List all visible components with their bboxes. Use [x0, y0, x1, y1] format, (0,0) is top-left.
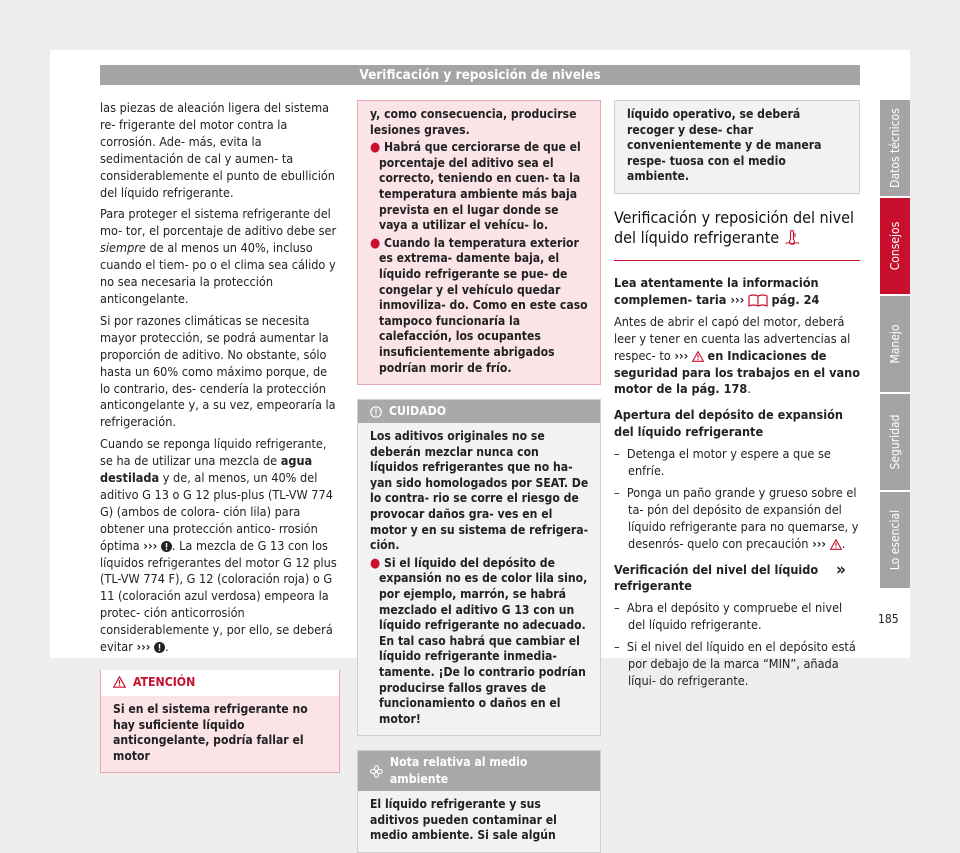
warning-triangle-icon: [830, 539, 842, 550]
tab-datos-tecnicos[interactable]: Datos técnicos: [880, 100, 910, 196]
caution-circle-icon: [370, 406, 382, 418]
column-2: [357, 100, 601, 853]
page-header: Verificación y reposición de niveles: [100, 65, 860, 85]
reference-arrow[interactable]: ›››: [136, 639, 151, 655]
paragraph: Si por razones climáticas se necesita mayor protección, se podrá aumentar la proporción de aditivo. No obstante, sólo hasta un 60% como máximo porque, de lo contrario, des- cendería la protección anticongelante y, a su vez, empeoraría la refrigeración.: [100, 312, 336, 430]
environment-note-text: El líquido refrigerante y sus aditivos pueden contaminar el medio ambiente. Si sale algún: [370, 797, 557, 843]
environment-note-box: [357, 750, 601, 853]
environment-note-continued: líquido operativo, se deberá recoger y dese- char convenientemente y de manera respe- tuosa con el medio ambiente.: [614, 100, 860, 194]
warning-box: [100, 670, 340, 773]
caution-bullet: ● Si el líquido del depósito de expansión no es de color lila sino, por ejemplo, marrón, se habrá mezclado el aditivo G 13 con un líquido refrigerante no adecuado. En tal caso habrá que cambiar el líquido refrigerante inmedia- tamente. ¡De lo contrario podrían producirse fallos graves de funcionamiento o daños en el motor!: [370, 555, 588, 726]
warning-box-continued: [357, 100, 601, 385]
step-item: – Detenga el motor y espere a que se enfríe.: [614, 446, 831, 479]
warning-bullet: ● Cuando la temperatura exterior es extrema- damente baja, el líquido refrigerante se pue- de congelar y el vehículo quedar inmoviliza- do. Como en este caso tampoco funcionaría la calefacción, los ocupantes insuficientemente abrigados podrían morir de frío.: [370, 235, 588, 375]
column-1: [100, 100, 340, 773]
paragraph: Para proteger el sistema refrigerante del mo- tor, el porcentaje de aditivo debe ser siempre de al menos un 40%, incluso cuando el tiem- po o el clima sea cálido y no sea necesaria la protección anticongelante.: [100, 206, 337, 306]
tab-manejo[interactable]: Manejo: [880, 296, 910, 392]
warning-continued-text: y, como consecuencia, producirse lesiones graves.: [370, 107, 577, 137]
reference-arrow[interactable]: ›››: [730, 291, 745, 307]
reference-arrow[interactable]: ›››: [143, 537, 158, 553]
flower-icon: [370, 765, 383, 778]
info-circle-icon: [154, 642, 165, 653]
reference-arrow[interactable]: ›››: [812, 535, 827, 551]
paragraph: las piezas de aleación ligera del sistema re- frigerante del motor contra la corrosión. Ade- más, evita la sedimentación de cal y aumen- ta considerablemente el punto de ebullición del líquido refrigerante.: [100, 100, 335, 200]
warning-triangle-icon: [113, 676, 126, 688]
reference-arrow[interactable]: ›››: [674, 347, 689, 363]
warning-triangle-icon: [692, 351, 704, 362]
section-title: Verificación y reposición del nivel del líquido refrigerante: [614, 208, 860, 261]
tab-lo-esencial[interactable]: Lo esencial: [880, 492, 910, 588]
caution-text: Los aditivos originales no se deberán mezclar nunca con líquidos refrigerantes que no ha- yan sido homologados por SEAT. De lo contra- rio se corre el riesgo de provocar daños gra- ves en el motor y en su sistema de refrigera- ción.: [370, 429, 589, 553]
warning-text: Si en el sistema refrigerante no hay suficiente líquido anticongelante, podría fallar el motor: [113, 701, 308, 763]
intro-paragraph: Lea atentamente la información complemen- taria ››› pág. 24: [614, 274, 820, 307]
continue-marker: »: [836, 560, 846, 580]
safety-reference-link[interactable]: en Indicaciones de seguridad para los trabajos en el vano motor de la pág. 178: [614, 347, 861, 397]
tab-seguridad[interactable]: Seguridad: [880, 394, 910, 490]
coolant-temperature-icon: [784, 230, 800, 246]
caution-box: [357, 399, 601, 736]
warning-bullet: ● Habrá que cerciorarse de que el porcentaje del aditivo sea el correcto, teniendo en cuen- ta la temperatura ambiente más baja prevista en el lugar donde se vaya a utilizar el vehícu- lo.: [370, 140, 581, 233]
page-number: 185: [878, 612, 899, 626]
tab-consejos[interactable]: Consejos: [880, 198, 910, 294]
page-reference-link[interactable]: pág. 24: [771, 291, 820, 307]
step-item: – Ponga un paño grande y grueso sobre el ta- pón del depósito de expansión del líquido refrigerante para no quemarse, y desenrós- quelo con precaución ››› .: [614, 484, 859, 551]
paragraph: Antes de abrir el capó del motor, deberá leer y tener en cuenta las advertencias al respec- to ››› en Indicaciones de seguridad para los trabajos en el vano motor de la pág. 178.: [614, 313, 861, 397]
subheading: Verificación del nivel del líquido refrigerante: [614, 561, 819, 594]
caution-header: CUIDADO: [358, 400, 600, 423]
subheading: Apertura del depósito de expansión del líquido refrigerante: [614, 407, 843, 440]
book-icon: [748, 293, 768, 307]
column-3: [614, 100, 860, 695]
step-item: – Abra el depósito y compruebe el nivel del líquido refrigerante.: [614, 600, 843, 633]
warning-header: ATENCIÓN: [101, 670, 339, 696]
info-circle-icon: [161, 541, 172, 552]
step-item: – Si el nivel del líquido en el depósito está por debajo de la marca “MIN”, añada líqui- do refrigerante.: [614, 639, 856, 688]
paragraph: Cuando se reponga líquido refrigerante, se ha de utilizar una mezcla de agua destilada y de, al menos, un 40% del aditivo G 13 o G 12 plus-plus (TL-VW 774 G) (ambos de colora- ción lila) para obtener una protección antico- rrosión óptima ››› . La mezcla de G 13 con los líquidos refrigerantes del motor G 12 plus (TL-VW 774 F), G 12 (coloración roja) o G 11 (coloración azul verdosa) empeora la protec- ción anticorrosión considerablemente y, por ello, se deberá evitar ››› .: [100, 436, 337, 655]
environment-note-header: Nota relativa al medio ambiente: [358, 751, 600, 791]
